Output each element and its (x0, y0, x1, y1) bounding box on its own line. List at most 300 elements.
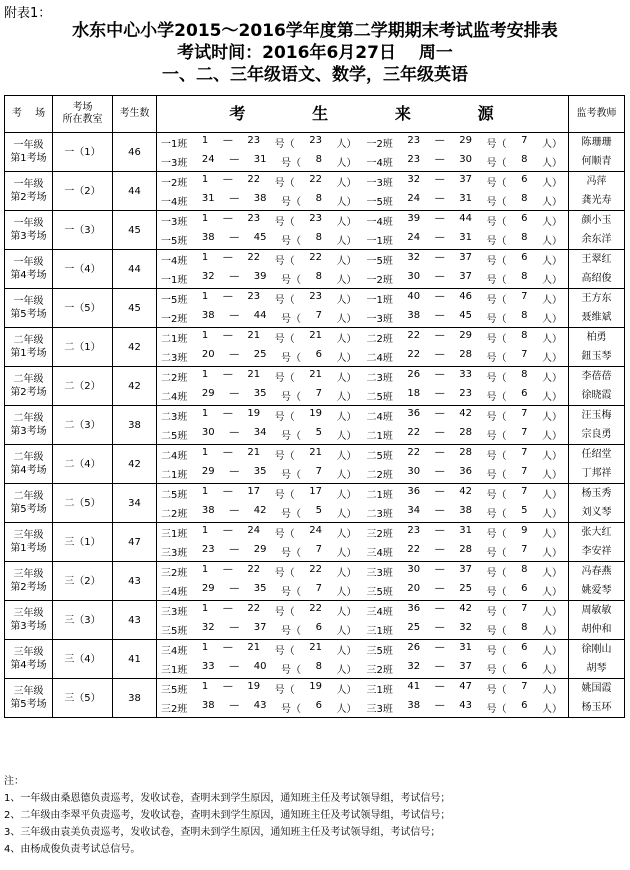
source-entry (363, 544, 569, 559)
source-token: — (229, 700, 240, 711)
source-token: 一2班 (366, 275, 393, 286)
source-token: 号（ (486, 490, 507, 501)
source-entry (363, 232, 569, 247)
source-token: — (222, 525, 233, 536)
teacher-name: 李蓓蓓 (581, 371, 612, 382)
source-line (157, 523, 568, 542)
source-token: 8 (521, 154, 528, 165)
source-token: 人） (336, 509, 357, 520)
source-token: 20 (201, 349, 215, 360)
source-token: 7 (521, 681, 528, 692)
source-token: 号（ (281, 704, 302, 715)
source-token: 8 (521, 330, 528, 341)
source-token: 二1班 (366, 490, 393, 501)
source-token: 一4班 (161, 256, 188, 267)
source-token: 号（ (274, 607, 295, 618)
source-token: 人） (336, 568, 357, 579)
source-token: — (434, 622, 445, 633)
grade-label: 一年级 (13, 179, 44, 190)
source-token: — (434, 700, 445, 711)
source-token: 44 (459, 213, 472, 224)
student-count-cell: 38 (113, 406, 157, 445)
source-token: — (222, 447, 233, 458)
room-cell (5, 250, 53, 289)
source-entry (363, 174, 569, 189)
teacher-name: 胡琴 (586, 663, 607, 674)
source-entry (363, 408, 569, 423)
source-line (157, 289, 568, 308)
source-token: 8 (315, 661, 322, 672)
source-token: 29 (201, 466, 215, 477)
source-token: 一5班 (366, 256, 393, 267)
source-entry (157, 525, 363, 540)
source-token: 三1班 (161, 529, 188, 540)
source-token: 30 (407, 466, 421, 477)
table-row (5, 328, 625, 367)
source-token: — (222, 252, 233, 263)
source-token: 31 (253, 154, 267, 165)
source-token: 号（ (486, 236, 507, 247)
source-line (157, 601, 568, 620)
source-entry (157, 388, 363, 403)
source-token: 7 (521, 291, 528, 302)
source-line (157, 328, 568, 347)
source-token: 8 (315, 232, 322, 243)
source-token: — (229, 310, 240, 321)
source-token: 28 (459, 447, 472, 458)
table-row (5, 640, 625, 679)
room-cell (5, 289, 53, 328)
source-token: 三5班 (161, 685, 188, 696)
source-token: 1 (201, 330, 209, 341)
source-token: 号（ (486, 431, 507, 442)
source-token: 号（ (281, 353, 302, 364)
source-token: 20 (407, 583, 421, 594)
source-token: 一1班 (161, 139, 188, 150)
classroom-cell: 二（4） (53, 445, 113, 484)
source-token: 5 (521, 505, 528, 516)
teacher-name: 高绍俊 (581, 273, 612, 284)
classroom-cell: 二（2） (53, 367, 113, 406)
source-entry (157, 466, 363, 481)
header-source-char: 生 (312, 104, 331, 123)
teacher-name: 何顺青 (581, 156, 612, 167)
source-token: 26 (407, 369, 421, 380)
source-token: — (434, 661, 445, 672)
grade-label: 三年级 (13, 569, 44, 580)
source-token: 31 (201, 193, 215, 204)
source-token: 40 (253, 661, 267, 672)
grade-label: 三年级 (13, 686, 44, 697)
source-token: 人） (336, 256, 357, 267)
source-token: 22 (247, 603, 261, 614)
source-token: 7 (315, 583, 322, 594)
source-line (157, 581, 568, 600)
source-token: — (229, 154, 240, 165)
source-token: 号（ (274, 217, 295, 228)
source-token: 8 (315, 271, 322, 282)
source-token: 号（ (486, 704, 507, 715)
source-token: 18 (407, 388, 421, 399)
source-token: 二4班 (161, 451, 188, 462)
note-line: 1、一年级由桑恩德负责巡考，发收试卷，查明未到学生原因，通知班主任及考试领导组，考试信号； (4, 793, 451, 804)
source-token: 二4班 (161, 392, 188, 403)
source-token: 7 (521, 427, 528, 438)
source-token: 21 (247, 330, 261, 341)
source-token: 28 (459, 427, 472, 438)
source-token: 人） (336, 685, 357, 696)
source-token: 23 (407, 154, 421, 165)
source-token: 31 (459, 525, 472, 536)
room-cell (5, 406, 53, 445)
source-token: 43 (459, 700, 472, 711)
source-entry (157, 583, 363, 598)
source-token: 二3班 (161, 412, 188, 423)
source-token: 一1班 (366, 295, 393, 306)
source-entry (157, 330, 363, 345)
source-line (157, 464, 568, 483)
source-token: 号（ (281, 509, 302, 520)
source-token: 5 (315, 505, 322, 516)
source-token: 1 (201, 681, 209, 692)
source-token: 19 (247, 408, 261, 419)
teacher-name: 姚爱琴 (581, 585, 612, 596)
source-token: 1 (201, 603, 209, 614)
classroom-cell: 一（1） (53, 133, 113, 172)
source-token: 号（ (274, 568, 295, 579)
source-token: 号（ (486, 470, 507, 481)
source-token: 号（ (281, 587, 302, 598)
source-token: 三3班 (161, 548, 188, 559)
source-token: 23 (309, 291, 322, 302)
source-token: 9 (521, 525, 528, 536)
invigilator-cell (569, 679, 625, 718)
room-label: 第5考场 (10, 699, 47, 710)
table-row (5, 289, 625, 328)
source-token: 人） (336, 275, 357, 286)
source-token: 44 (253, 310, 267, 321)
source-token: 二5班 (161, 490, 188, 501)
source-entry (363, 291, 569, 306)
source-token: 37 (459, 252, 472, 263)
classroom-cell: 三（2） (53, 562, 113, 601)
room-label: 第1考场 (10, 153, 47, 164)
source-entry (363, 564, 569, 579)
source-cell (157, 601, 569, 640)
source-token: 三2班 (161, 704, 188, 715)
source-entry (157, 427, 363, 442)
source-token: — (434, 505, 445, 516)
source-token: 23 (201, 544, 215, 555)
teacher-name: 鈕玉琴 (581, 351, 612, 362)
source-token: 38 (201, 505, 215, 516)
source-token: 45 (253, 232, 267, 243)
source-token: — (434, 330, 445, 341)
source-token: 人） (336, 197, 357, 208)
source-entry (157, 174, 363, 189)
source-token: 号（ (486, 275, 507, 286)
classroom-cell: 二（5） (53, 484, 113, 523)
source-token: 号（ (274, 334, 295, 345)
source-token: 人） (336, 178, 357, 189)
source-token: 36 (407, 408, 421, 419)
source-token: 一4班 (366, 217, 393, 228)
room-cell (5, 601, 53, 640)
source-token: 人） (542, 685, 562, 696)
source-token: 42 (459, 408, 472, 419)
source-token: 号（ (486, 353, 507, 364)
student-count-cell: 38 (113, 679, 157, 718)
source-token: 号（ (486, 392, 507, 403)
source-token: 30 (201, 427, 215, 438)
source-token: 人） (542, 607, 562, 618)
source-cell (157, 640, 569, 679)
source-line (157, 620, 568, 639)
source-token: 人） (336, 665, 357, 676)
source-token: 37 (459, 661, 472, 672)
source-token: 人） (336, 392, 357, 403)
source-token: 号（ (281, 626, 302, 637)
source-token: — (229, 544, 240, 555)
student-count-cell: 34 (113, 484, 157, 523)
classroom-cell: 一（5） (53, 289, 113, 328)
table-row (5, 133, 625, 172)
source-token: 29 (459, 330, 472, 341)
source-token: 人） (336, 139, 357, 150)
header-source-char: 源 (477, 104, 496, 123)
source-token: 二4班 (366, 412, 393, 423)
source-token: 人） (336, 490, 357, 501)
source-token: — (434, 466, 445, 477)
source-token: — (434, 291, 445, 302)
source-token: — (434, 564, 445, 575)
source-token: 人） (542, 646, 562, 657)
source-token: 22 (309, 252, 322, 263)
student-count-cell: 44 (113, 172, 157, 211)
source-token: 号（ (486, 626, 507, 637)
invigilator-cell (569, 484, 625, 523)
source-token: 三1班 (366, 685, 393, 696)
source-token: — (434, 603, 445, 614)
source-token: 7 (315, 466, 322, 477)
source-token: — (434, 232, 445, 243)
source-token: 人） (336, 451, 357, 462)
classroom-cell: 三（5） (53, 679, 113, 718)
grade-label: 一年级 (13, 296, 44, 307)
source-token: 人） (336, 470, 357, 481)
source-token: — (229, 427, 240, 438)
source-token: — (222, 369, 233, 380)
source-token: 人） (542, 568, 562, 579)
source-token: 号（ (281, 470, 302, 481)
source-token: 31 (459, 193, 472, 204)
source-token: 7 (521, 466, 528, 477)
teacher-name: 聂维斌 (581, 312, 612, 323)
subtitle: 一、二、三年级语文、数学，三年级英语 (162, 65, 468, 85)
classroom-cell: 二（1） (53, 328, 113, 367)
source-token: 6 (521, 700, 528, 711)
source-token: 23 (459, 388, 472, 399)
classroom-cell: 三（1） (53, 523, 113, 562)
source-token: 二5班 (161, 431, 188, 442)
teacher-name: 颜小玉 (581, 215, 612, 226)
room-label: 第2考场 (10, 192, 47, 203)
source-token: 人） (542, 314, 562, 325)
source-token: 号（ (486, 685, 507, 696)
source-token: 号（ (274, 646, 295, 657)
source-token: — (434, 525, 445, 536)
exam-time: 考试时间：2016年6月27日 周一 (177, 43, 453, 63)
source-token: 21 (309, 330, 322, 341)
source-entry (363, 330, 569, 345)
source-token: 人） (336, 704, 357, 715)
source-token: 号（ (274, 256, 295, 267)
source-token: 人） (336, 295, 357, 306)
source-token: 21 (309, 369, 322, 380)
source-token: 一3班 (366, 314, 393, 325)
source-token: — (434, 135, 445, 146)
source-token: — (434, 310, 445, 321)
source-token: 34 (253, 427, 267, 438)
note-line: 注： (4, 776, 24, 787)
source-entry (157, 252, 363, 267)
grade-label: 二年级 (13, 413, 44, 424)
source-entry (363, 252, 569, 267)
source-token: 42 (459, 603, 472, 614)
note-line: 2、二年级由李翠平负责巡考，发收试卷，查明未到学生原因，通知班主任及考试领导组，考试信号； (4, 810, 451, 821)
source-token: 1 (201, 525, 209, 536)
source-token: 人） (542, 275, 562, 286)
source-token: 人） (336, 587, 357, 598)
student-count-cell: 45 (113, 211, 157, 250)
source-token: 1 (201, 291, 209, 302)
source-token: 二2班 (366, 470, 393, 481)
source-line (157, 640, 568, 659)
source-token: 33 (201, 661, 215, 672)
source-token: 39 (253, 271, 267, 282)
source-entry (363, 154, 569, 169)
source-token: 32 (407, 252, 421, 263)
source-token: 22 (407, 349, 421, 360)
classroom-cell: 三（3） (53, 601, 113, 640)
source-token: 人） (542, 451, 562, 462)
source-token: 19 (309, 408, 322, 419)
source-entry (157, 447, 363, 462)
source-token: 号（ (486, 373, 507, 384)
source-token: 一5班 (366, 197, 393, 208)
room-label: 第4考场 (10, 465, 47, 476)
source-token: — (229, 466, 240, 477)
classroom-cell: 一（3） (53, 211, 113, 250)
source-token: 35 (253, 466, 267, 477)
source-token: 8 (521, 310, 528, 321)
source-line (157, 191, 568, 210)
source-token: 19 (309, 681, 322, 692)
header-classroom-line1: 考场 (72, 102, 93, 113)
source-token: 47 (459, 681, 472, 692)
source-token: 25 (459, 583, 472, 594)
source-token: 二2班 (366, 334, 393, 345)
source-token: — (434, 447, 445, 458)
source-token: 一4班 (161, 197, 188, 208)
source-entry (157, 291, 363, 306)
source-token: 8 (521, 564, 528, 575)
source-token: 1 (201, 252, 209, 263)
source-token: 人） (336, 373, 357, 384)
header-room: 考 场 (5, 96, 53, 133)
source-entry (157, 564, 363, 579)
source-token: 32 (459, 622, 472, 633)
source-token: 31 (459, 642, 472, 653)
source-entry (363, 525, 569, 540)
student-count-cell: 43 (113, 601, 157, 640)
table-row (5, 601, 625, 640)
source-token: 号（ (486, 256, 507, 267)
source-entry (157, 310, 363, 325)
source-token: 8 (315, 193, 322, 204)
source-token: 42 (253, 505, 267, 516)
source-token: 号（ (274, 139, 295, 150)
source-token: 号（ (281, 431, 302, 442)
source-token: 32 (201, 271, 215, 282)
source-token: 36 (407, 603, 421, 614)
source-token: 30 (407, 564, 421, 575)
source-line (157, 406, 568, 425)
source-token: 人） (542, 412, 562, 423)
source-token: 三4班 (161, 587, 188, 598)
source-token: — (229, 622, 240, 633)
source-token: 号（ (486, 548, 507, 559)
room-label: 第1考场 (10, 348, 47, 359)
source-token: 号（ (281, 392, 302, 403)
source-token: — (434, 193, 445, 204)
source-token: — (434, 486, 445, 497)
table-row (5, 250, 625, 289)
source-cell (157, 523, 569, 562)
source-token: 7 (521, 603, 528, 614)
source-token: 人） (336, 217, 357, 228)
source-entry (363, 622, 569, 637)
source-token: 人） (336, 334, 357, 345)
source-line (157, 367, 568, 386)
teacher-name: 张大红 (581, 527, 612, 538)
room-label: 第4考场 (10, 660, 47, 671)
student-count-cell: 42 (113, 328, 157, 367)
source-token: 1 (201, 408, 209, 419)
source-line (157, 562, 568, 581)
source-token: 17 (247, 486, 261, 497)
source-entry (157, 271, 363, 286)
source-token: 6 (521, 642, 528, 653)
teacher-name: 柏勇 (586, 332, 607, 343)
source-token: 人） (542, 529, 562, 540)
source-token: 6 (521, 213, 528, 224)
source-token: 号（ (274, 685, 295, 696)
source-token: 36 (407, 486, 421, 497)
source-token: — (222, 330, 233, 341)
grade-label: 三年级 (13, 530, 44, 541)
table-row (5, 367, 625, 406)
source-token: 30 (407, 271, 421, 282)
source-token: 人） (542, 509, 562, 520)
student-count-cell: 41 (113, 640, 157, 679)
source-entry (157, 642, 363, 657)
source-token: 号（ (486, 646, 507, 657)
teacher-name: 汪玉梅 (581, 410, 612, 421)
source-token: — (222, 408, 233, 419)
source-token: 7 (315, 310, 322, 321)
source-line (157, 386, 568, 405)
